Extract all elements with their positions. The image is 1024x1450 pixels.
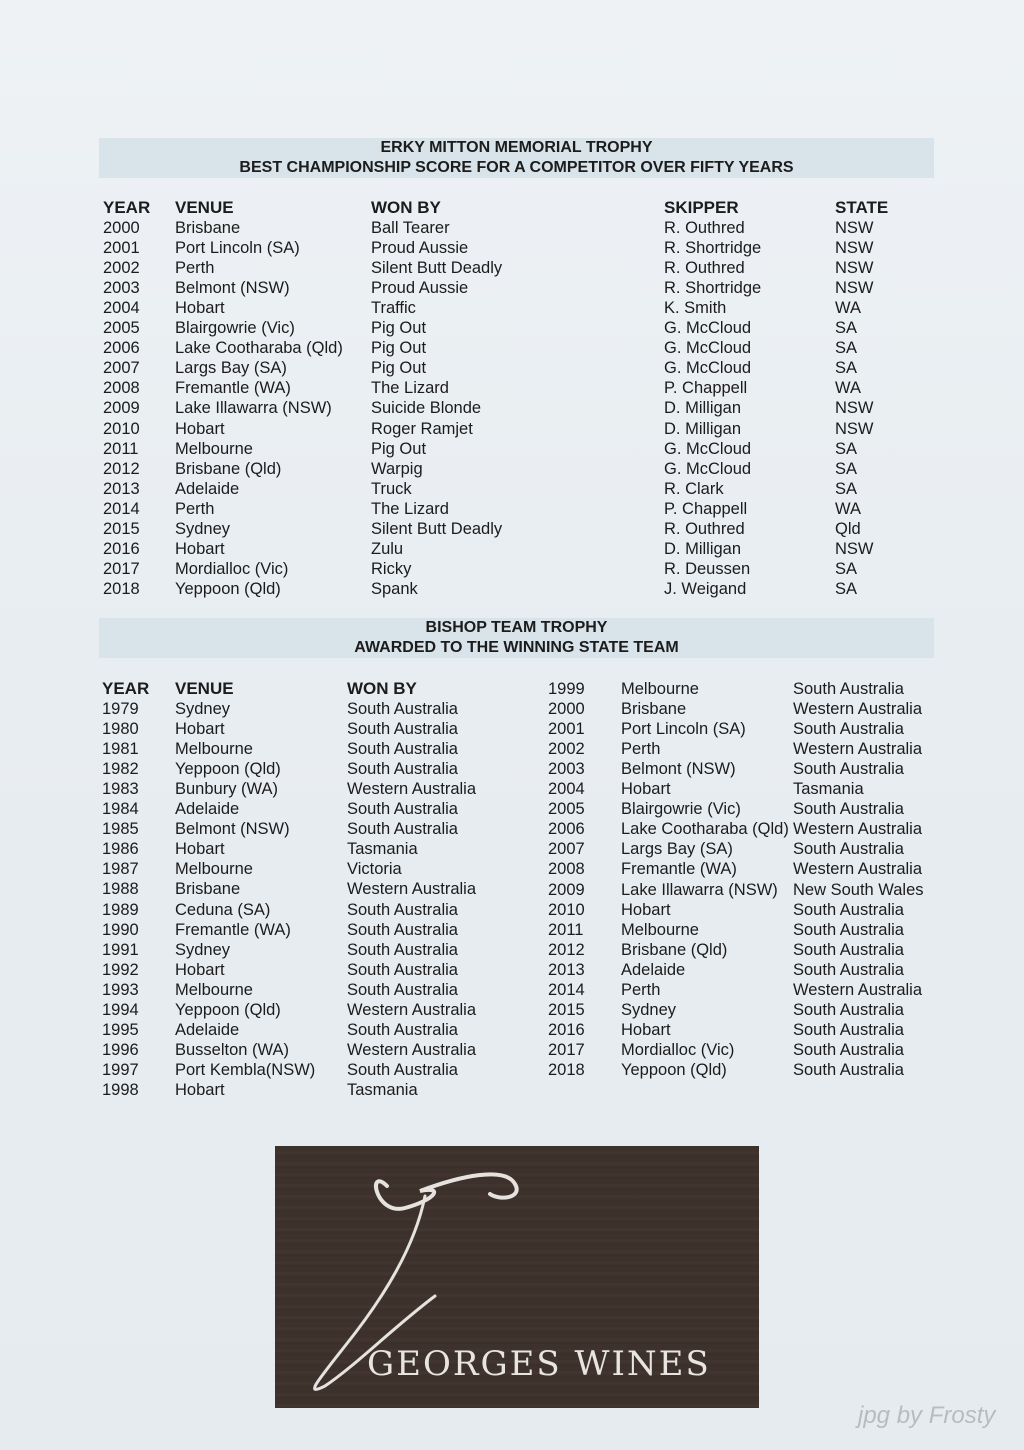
bishop-left-cell-year: 1980 bbox=[102, 720, 139, 738]
erky-cell-state: Qld bbox=[835, 520, 861, 538]
bishop-right-cell-venue: Mordialloc (Vic) bbox=[621, 1041, 735, 1059]
bishop-right-cell-year: 1999 bbox=[548, 680, 585, 698]
bishop-right-cell-year: 2008 bbox=[548, 860, 585, 878]
bishop-right-row bbox=[0, 739, 1024, 759]
erky-cell-venue: Yeppoon (Qld) bbox=[175, 580, 281, 598]
erky-cell-year: 2011 bbox=[103, 440, 139, 458]
erky-row bbox=[0, 579, 1024, 599]
bishop-left-cell-won-by: South Australia bbox=[347, 921, 458, 939]
erky-cell-state: NSW bbox=[835, 239, 874, 257]
erky-cell-year: 2008 bbox=[103, 379, 140, 397]
bishop-right-cell-venue: Perth bbox=[621, 740, 661, 758]
bishop-left-cell-venue: Fremantle (WA) bbox=[175, 921, 291, 939]
erky-cell-venue: Brisbane bbox=[175, 219, 241, 237]
erky-row bbox=[0, 238, 1024, 258]
bishop-right-row bbox=[0, 819, 1024, 839]
erky-row bbox=[0, 358, 1024, 378]
bishop-left-cell-year: 1982 bbox=[102, 760, 139, 778]
bishop-right-cell-venue: Melbourne bbox=[621, 680, 699, 698]
erky-cell-skipper: R. Outhred bbox=[664, 520, 745, 538]
bishop-left-cell-year: 1994 bbox=[102, 1001, 139, 1019]
bishop-right-cell-won-by: Western Australia bbox=[793, 981, 923, 999]
erky-cell-won-by: Proud Aussie bbox=[371, 279, 469, 297]
bishop-right-row bbox=[0, 1020, 1024, 1040]
bishop-right-cell-won-by: South Australia bbox=[793, 720, 904, 738]
bishop-left-cell-won-by: South Australia bbox=[347, 760, 458, 778]
bishop-right-cell-venue: Lake Illawarra (NSW) bbox=[621, 881, 778, 899]
erky-cell-skipper: G. McCloud bbox=[664, 460, 752, 478]
bishop-right-cell-year: 2010 bbox=[548, 901, 585, 919]
bishop-right-cell-year: 2002 bbox=[548, 740, 585, 758]
erky-cell-venue: Port Lincoln (SA) bbox=[175, 239, 300, 257]
bishop-right-cell-venue: Belmont (NSW) bbox=[621, 760, 736, 778]
erky-cell-skipper: P. Chappell bbox=[664, 500, 748, 518]
erky-cell-venue: Melbourne bbox=[175, 440, 253, 458]
erky-cell-skipper: J. Weigand bbox=[664, 580, 747, 598]
bishop-left-cell-venue: Brisbane bbox=[175, 880, 241, 898]
bishop-title-banner bbox=[99, 618, 934, 658]
erky-cell-skipper: R. Shortridge bbox=[664, 279, 762, 297]
erky-cell-year: 2003 bbox=[103, 279, 140, 297]
erky-row bbox=[0, 539, 1024, 559]
bishop-left-cell-venue: Melbourne bbox=[175, 740, 253, 758]
erky-cell-year: 2005 bbox=[103, 319, 140, 337]
erky-cell-state: SA bbox=[835, 319, 858, 337]
bishop-right-row bbox=[0, 719, 1024, 739]
bishop-left-cell-venue: Adelaide bbox=[175, 800, 240, 818]
bishop-right-cell-won-by: South Australia bbox=[793, 800, 904, 818]
erky-cell-skipper: D. Milligan bbox=[664, 540, 742, 558]
bishop-left-cell-venue: Yeppoon (Qld) bbox=[175, 1001, 281, 1019]
bishop-left-cell-year: 1988 bbox=[102, 880, 139, 898]
erky-row bbox=[0, 218, 1024, 238]
erky-cell-skipper: K. Smith bbox=[664, 299, 727, 317]
erky-row bbox=[0, 479, 1024, 499]
bishop-right-cell-won-by: South Australia bbox=[793, 840, 904, 858]
bishop-right-cell-venue: Perth bbox=[621, 981, 661, 999]
erky-cell-state: NSW bbox=[835, 259, 874, 277]
erky-cell-state: SA bbox=[835, 560, 858, 578]
bishop-right-cell-venue: Brisbane (Qld) bbox=[621, 941, 728, 959]
bishop-right-cell-year: 2011 bbox=[548, 921, 584, 939]
bishop-right-cell-won-by: South Australia bbox=[793, 680, 904, 698]
bishop-right-cell-venue: Fremantle (WA) bbox=[621, 860, 737, 878]
bishop-right-cell-won-by: South Australia bbox=[793, 1021, 904, 1039]
erky-cell-year: 2013 bbox=[103, 480, 140, 498]
bishop-header-year: YEAR bbox=[102, 679, 150, 698]
erky-cell-year: 2018 bbox=[103, 580, 140, 598]
bishop-left-cell-venue: Belmont (NSW) bbox=[175, 820, 290, 838]
bishop-left-cell-venue: Hobart bbox=[175, 840, 225, 858]
erky-row bbox=[0, 338, 1024, 358]
bishop-left-cell-venue: Bunbury (WA) bbox=[175, 780, 278, 798]
erky-row bbox=[0, 278, 1024, 298]
bishop-right-cell-year: 2009 bbox=[548, 881, 585, 899]
bishop-right-cell-won-by: Tasmania bbox=[793, 780, 864, 798]
bishop-left-cell-won-by: South Australia bbox=[347, 981, 458, 999]
erky-cell-state: NSW bbox=[835, 399, 874, 417]
erky-cell-won-by: Traffic bbox=[371, 299, 416, 317]
bishop-right-cell-venue: Lake Cootharaba (Qld) bbox=[621, 820, 789, 838]
erky-cell-skipper: D. Milligan bbox=[664, 420, 742, 438]
erky-cell-won-by: Ball Tearer bbox=[371, 219, 450, 237]
bishop-left-cell-venue: Hobart bbox=[175, 720, 225, 738]
bishop-left-cell-year: 1995 bbox=[102, 1021, 139, 1039]
bishop-right-row bbox=[0, 699, 1024, 719]
bishop-header-venue: VENUE bbox=[175, 679, 234, 698]
erky-cell-venue: Lake Cootharaba (Qld) bbox=[175, 339, 343, 357]
erky-cell-skipper: R. Deussen bbox=[664, 560, 751, 578]
bishop-right-cell-venue: Adelaide bbox=[621, 961, 686, 979]
erky-cell-state: SA bbox=[835, 359, 858, 377]
bishop-right-cell-won-by: South Australia bbox=[793, 941, 904, 959]
bishop-right-cell-won-by: Western Australia bbox=[793, 820, 923, 838]
erky-cell-won-by: The Lizard bbox=[371, 500, 449, 518]
bishop-right-cell-won-by: South Australia bbox=[793, 921, 904, 939]
erky-header-venue: VENUE bbox=[175, 198, 234, 217]
erky-cell-year: 2007 bbox=[103, 359, 140, 377]
erky-cell-skipper: G. McCloud bbox=[664, 319, 752, 337]
bishop-left-cell-year: 1987 bbox=[102, 860, 139, 878]
erky-cell-skipper: R. Shortridge bbox=[664, 239, 762, 257]
bishop-left-cell-venue: Adelaide bbox=[175, 1021, 240, 1039]
bishop-left-cell-year: 1985 bbox=[102, 820, 139, 838]
erky-row bbox=[0, 559, 1024, 579]
bishop-left-cell-year: 1996 bbox=[102, 1041, 139, 1059]
erky-cell-venue: Brisbane (Qld) bbox=[175, 460, 282, 478]
bishop-right-cell-year: 2006 bbox=[548, 820, 585, 838]
bishop-left-cell-won-by: South Australia bbox=[347, 1021, 458, 1039]
bishop-right-cell-year: 2017 bbox=[548, 1041, 585, 1059]
erky-cell-skipper: G. McCloud bbox=[664, 339, 752, 357]
bishop-left-cell-year: 1981 bbox=[102, 740, 139, 758]
erky-cell-skipper: R. Outhred bbox=[664, 259, 745, 277]
erky-cell-state: NSW bbox=[835, 540, 874, 558]
bishop-right-row bbox=[0, 779, 1024, 799]
bishop-left-cell-year: 1993 bbox=[102, 981, 139, 999]
bishop-left-cell-venue: Ceduna (SA) bbox=[175, 901, 271, 919]
erky-cell-year: 2002 bbox=[103, 259, 140, 277]
erky-cell-won-by: Silent Butt Deadly bbox=[371, 259, 503, 277]
erky-cell-won-by: Pig Out bbox=[371, 440, 427, 458]
erky-cell-year: 2014 bbox=[103, 500, 140, 518]
bishop-right-cell-won-by: South Australia bbox=[793, 760, 904, 778]
bishop-subtitle: AWARDED TO THE WINNING STATE TEAM bbox=[354, 639, 679, 656]
bishop-left-cell-venue: Melbourne bbox=[175, 860, 253, 878]
bishop-left-cell-won-by: Western Australia bbox=[347, 1041, 477, 1059]
erky-cell-year: 2015 bbox=[103, 520, 140, 538]
bishop-left-cell-won-by: South Australia bbox=[347, 740, 458, 758]
bishop-right-cell-year: 2007 bbox=[548, 840, 585, 858]
erky-cell-won-by: Ricky bbox=[371, 560, 412, 578]
bishop-left-cell-won-by: Western Australia bbox=[347, 880, 477, 898]
bishop-right-cell-year: 2001 bbox=[548, 720, 585, 738]
bishop-left-cell-won-by: South Australia bbox=[347, 1061, 458, 1079]
erky-cell-won-by: Pig Out bbox=[371, 339, 427, 357]
bishop-left-cell-year: 1984 bbox=[102, 800, 139, 818]
bishop-left-cell-venue: Busselton (WA) bbox=[175, 1041, 290, 1059]
bishop-left-cell-won-by: South Australia bbox=[347, 820, 458, 838]
erky-row bbox=[0, 378, 1024, 398]
erky-cell-state: SA bbox=[835, 339, 858, 357]
erky-cell-year: 2000 bbox=[103, 219, 140, 237]
erky-cell-state: SA bbox=[835, 580, 858, 598]
bishop-left-cell-won-by: South Australia bbox=[347, 941, 458, 959]
bishop-right-cell-year: 2004 bbox=[548, 780, 585, 798]
bishop-left-cell-venue: Hobart bbox=[175, 961, 225, 979]
erky-cell-year: 2010 bbox=[103, 420, 140, 438]
erky-cell-won-by: Pig Out bbox=[371, 319, 427, 337]
bishop-left-cell-won-by: Tasmania bbox=[347, 840, 418, 858]
bishop-left-cell-year: 1983 bbox=[102, 780, 139, 798]
watermark: jpg by Frosty bbox=[858, 1402, 996, 1429]
georges-wines-logo bbox=[275, 1146, 759, 1408]
bishop-right-row bbox=[0, 940, 1024, 960]
bishop-left-cell-won-by: Western Australia bbox=[347, 780, 477, 798]
bishop-right-cell-year: 2015 bbox=[548, 1001, 585, 1019]
bishop-left-cell-won-by: South Australia bbox=[347, 700, 458, 718]
bishop-right-cell-year: 2012 bbox=[548, 941, 585, 959]
erky-cell-year: 2006 bbox=[103, 339, 140, 357]
bishop-left-cell-venue: Port Kembla(NSW) bbox=[175, 1061, 316, 1079]
bishop-left-cell-won-by: Western Australia bbox=[347, 1001, 477, 1019]
erky-cell-state: SA bbox=[835, 460, 858, 478]
bishop-right-row bbox=[0, 900, 1024, 920]
bishop-right-row bbox=[0, 920, 1024, 940]
bishop-left-cell-won-by: South Australia bbox=[347, 901, 458, 919]
bishop-right-row bbox=[0, 799, 1024, 819]
erky-cell-venue: Fremantle (WA) bbox=[175, 379, 291, 397]
erky-cell-venue: Belmont (NSW) bbox=[175, 279, 290, 297]
erky-cell-won-by: Roger Ramjet bbox=[371, 420, 473, 438]
erky-cell-won-by: Zulu bbox=[371, 540, 404, 558]
bishop-left-cell-venue: Hobart bbox=[175, 1081, 225, 1099]
bishop-right-cell-won-by: South Australia bbox=[793, 1001, 904, 1019]
erky-row bbox=[0, 398, 1024, 418]
bishop-left-cell-year: 1991 bbox=[102, 941, 139, 959]
bishop-left-cell-year: 1986 bbox=[102, 840, 139, 858]
erky-cell-skipper: P. Chappell bbox=[664, 379, 748, 397]
bishop-right-cell-won-by: New South Wales bbox=[793, 881, 924, 899]
erky-cell-venue: Perth bbox=[175, 259, 215, 277]
erky-cell-skipper: D. Milligan bbox=[664, 399, 742, 417]
erky-cell-venue: Mordialloc (Vic) bbox=[175, 560, 289, 578]
erky-cell-skipper: R. Clark bbox=[664, 480, 724, 498]
erky-cell-venue: Perth bbox=[175, 500, 215, 518]
bishop-right-cell-year: 2018 bbox=[548, 1061, 585, 1079]
bishop-right-row bbox=[0, 1060, 1024, 1080]
logo-text: GEORGES WINES bbox=[367, 1344, 711, 1384]
bishop-left-cell-won-by: Victoria bbox=[347, 860, 402, 878]
erky-cell-skipper: G. McCloud bbox=[664, 359, 752, 377]
erky-cell-skipper: R. Outhred bbox=[664, 219, 745, 237]
bishop-left-cell-year: 1990 bbox=[102, 921, 139, 939]
erky-cell-year: 2016 bbox=[103, 540, 140, 558]
erky-cell-state: NSW bbox=[835, 420, 874, 438]
erky-cell-year: 2009 bbox=[103, 399, 140, 417]
bishop-right-cell-year: 2000 bbox=[548, 700, 585, 718]
erky-cell-won-by: Silent Butt Deadly bbox=[371, 520, 503, 538]
erky-row bbox=[0, 439, 1024, 459]
bishop-left-cell-year: 1979 bbox=[102, 700, 139, 718]
bishop-right-cell-won-by: South Australia bbox=[793, 1041, 904, 1059]
bishop-right-cell-venue: Sydney bbox=[621, 1001, 677, 1019]
erky-row bbox=[0, 318, 1024, 338]
erky-cell-state: SA bbox=[835, 440, 858, 458]
bishop-right-cell-won-by: South Australia bbox=[793, 901, 904, 919]
bishop-right-row bbox=[0, 759, 1024, 779]
erky-cell-venue: Largs Bay (SA) bbox=[175, 359, 287, 377]
erky-cell-skipper: G. McCloud bbox=[664, 440, 752, 458]
bishop-right-row bbox=[0, 839, 1024, 859]
bishop-right-row bbox=[0, 679, 1024, 699]
bishop-left-cell-venue: Melbourne bbox=[175, 981, 253, 999]
erky-cell-won-by: Warpig bbox=[371, 460, 423, 478]
erky-row bbox=[0, 258, 1024, 278]
erky-title-banner bbox=[99, 138, 934, 178]
erky-header-year: YEAR bbox=[103, 198, 151, 217]
erky-cell-won-by: Proud Aussie bbox=[371, 239, 469, 257]
bishop-right-cell-won-by: Western Australia bbox=[793, 700, 923, 718]
erky-cell-state: NSW bbox=[835, 219, 874, 237]
erky-row bbox=[0, 419, 1024, 439]
bishop-title: BISHOP TEAM TROPHY bbox=[425, 619, 608, 636]
bishop-left-cell-won-by: South Australia bbox=[347, 800, 458, 818]
erky-cell-state: SA bbox=[835, 480, 858, 498]
erky-cell-won-by: Suicide Blonde bbox=[371, 399, 482, 417]
erky-header-state: STATE bbox=[835, 198, 889, 217]
bishop-left-cell-year: 1998 bbox=[102, 1081, 139, 1099]
bishop-right-cell-venue: Largs Bay (SA) bbox=[621, 840, 733, 858]
erky-cell-venue: Adelaide bbox=[175, 480, 240, 498]
bishop-right-cell-venue: Hobart bbox=[621, 780, 671, 798]
erky-row bbox=[0, 298, 1024, 318]
erky-cell-won-by: Spank bbox=[371, 580, 418, 598]
erky-cell-year: 2001 bbox=[103, 239, 140, 257]
bishop-left-row bbox=[0, 1080, 1024, 1100]
bishop-right-cell-year: 2014 bbox=[548, 981, 585, 999]
bishop-right-cell-venue: Melbourne bbox=[621, 921, 699, 939]
erky-cell-venue: Hobart bbox=[175, 299, 225, 317]
bishop-left-cell-venue: Sydney bbox=[175, 700, 231, 718]
bishop-left-cell-venue: Sydney bbox=[175, 941, 231, 959]
bishop-right-cell-year: 2003 bbox=[548, 760, 585, 778]
erky-cell-state: WA bbox=[835, 500, 861, 518]
bishop-right-cell-venue: Yeppoon (Qld) bbox=[621, 1061, 727, 1079]
bishop-left-cell-year: 1997 bbox=[102, 1061, 139, 1079]
bishop-right-row bbox=[0, 960, 1024, 980]
erky-cell-won-by: Truck bbox=[371, 480, 412, 498]
erky-cell-venue: Hobart bbox=[175, 540, 225, 558]
bishop-left-cell-venue: Yeppoon (Qld) bbox=[175, 760, 281, 778]
bishop-right-cell-won-by: Western Australia bbox=[793, 740, 923, 758]
erky-row bbox=[0, 459, 1024, 479]
bishop-right-cell-year: 2013 bbox=[548, 961, 585, 979]
bishop-left-cell-year: 1989 bbox=[102, 901, 139, 919]
bishop-right-cell-venue: Hobart bbox=[621, 901, 671, 919]
erky-header-skipper: SKIPPER bbox=[664, 198, 739, 217]
bishop-right-row bbox=[0, 880, 1024, 900]
erky-cell-state: WA bbox=[835, 379, 861, 397]
erky-title: ERKY MITTON MEMORIAL TROPHY bbox=[380, 139, 653, 156]
bishop-right-row bbox=[0, 1000, 1024, 1020]
bishop-right-cell-venue: Port Lincoln (SA) bbox=[621, 720, 746, 738]
erky-row bbox=[0, 519, 1024, 539]
erky-cell-won-by: The Lizard bbox=[371, 379, 449, 397]
erky-cell-venue: Lake Illawarra (NSW) bbox=[175, 399, 332, 417]
erky-cell-venue: Sydney bbox=[175, 520, 231, 538]
erky-cell-year: 2004 bbox=[103, 299, 140, 317]
bishop-right-row bbox=[0, 859, 1024, 879]
bishop-right-row bbox=[0, 1040, 1024, 1060]
erky-cell-year: 2012 bbox=[103, 460, 140, 478]
bishop-left-cell-year: 1992 bbox=[102, 961, 139, 979]
bishop-right-cell-venue: Brisbane bbox=[621, 700, 687, 718]
erky-subtitle: BEST CHAMPIONSHIP SCORE FOR A COMPETITOR OVER FIFTY YEARS bbox=[239, 159, 794, 176]
bishop-right-cell-venue: Hobart bbox=[621, 1021, 671, 1039]
bishop-left-cell-won-by: South Australia bbox=[347, 961, 458, 979]
erky-row bbox=[0, 499, 1024, 519]
bishop-right-row bbox=[0, 980, 1024, 1000]
bishop-right-cell-won-by: Western Australia bbox=[793, 860, 923, 878]
erky-cell-venue: Blairgowrie (Vic) bbox=[175, 319, 295, 337]
bishop-right-cell-year: 2016 bbox=[548, 1021, 585, 1039]
erky-header-won-by: WON BY bbox=[371, 198, 441, 217]
bishop-header-won-by: WON BY bbox=[347, 679, 417, 698]
bishop-right-cell-won-by: South Australia bbox=[793, 1061, 904, 1079]
erky-cell-state: WA bbox=[835, 299, 861, 317]
bishop-left-cell-won-by: South Australia bbox=[347, 720, 458, 738]
erky-cell-state: NSW bbox=[835, 279, 874, 297]
erky-cell-venue: Hobart bbox=[175, 420, 225, 438]
erky-cell-won-by: Pig Out bbox=[371, 359, 427, 377]
bishop-right-cell-won-by: South Australia bbox=[793, 961, 904, 979]
bishop-right-cell-year: 2005 bbox=[548, 800, 585, 818]
bishop-right-cell-venue: Blairgowrie (Vic) bbox=[621, 800, 741, 818]
bishop-left-cell-won-by: Tasmania bbox=[347, 1081, 418, 1099]
erky-cell-year: 2017 bbox=[103, 560, 140, 578]
